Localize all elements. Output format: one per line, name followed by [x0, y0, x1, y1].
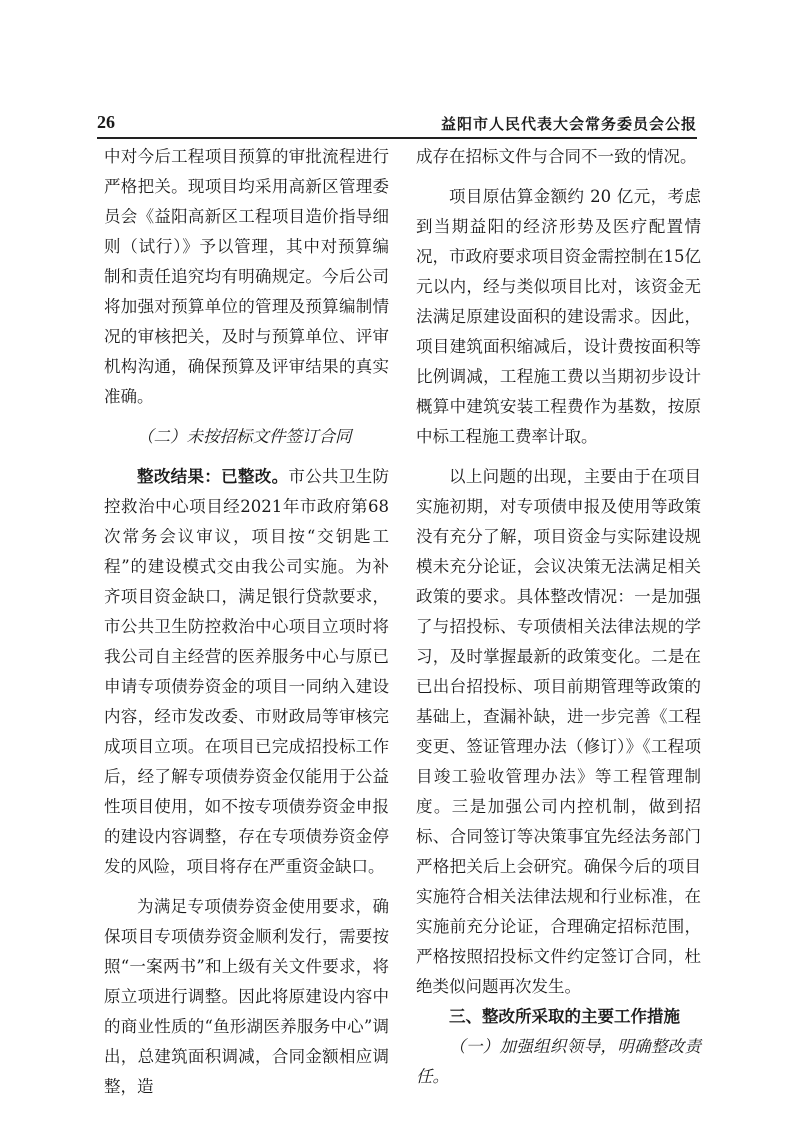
paragraph-inconsistency: 成存在招标文件与合同不一致的情况。	[416, 147, 697, 166]
section-heading-measures: 三、整改所采取的主要工作措施	[449, 1007, 680, 1026]
rectification-result-text: 市公共卫生防控救治中心项目经2021年市政府第68次常务会议审议，项目按“交钥匙工程”的建设模式交由我公司实施。为补齐项目资金缺口，满足银行贷款要求，市公共卫生防控救治中心项目立项时将我公司自主经营的医养服务中心与原已申请专项债券资金的项目一同纳入建设内容，经市发改委、市财政局等审核完成项目立项。在项目已完成招投标工作后，经了解专项债券资金仅能用于公益性项目使用，如不按专项债券资金申报的建设内容调整，存在专项债券资金停发的风险，项目将存在严重资金缺口。	[104, 467, 390, 876]
page-number: 26	[97, 112, 115, 132]
header-rule	[97, 137, 697, 139]
right-column	[416, 142, 701, 1092]
subsection-heading-leadership: （一）加强组织领导，明确整改责任。	[416, 1037, 701, 1086]
section-heading-contract: （二）未按招标文件签订合同	[137, 427, 352, 446]
journal-title: 益阳市人民代表大会常务委员会公报	[440, 115, 697, 133]
rectification-result-label: 整改结果：已整改。	[137, 467, 289, 486]
paragraph-estimate: 项目原估算金额约 20 亿元，考虑到当期益阳的经济形势及医疗配置情况，市政府要求项目资金需控制在15亿元以内，经与类似项目比对，该资金无法满足原建设面积的建设需求。因此，项目建筑面积缩减后，设计费按面积等比例调减，工程施工费以当期初步设计概算中建筑安装工程费作为基数，按原中标工程施工费率计取。	[416, 187, 701, 446]
page-header	[97, 112, 697, 138]
paragraph-rectification-result	[104, 462, 389, 882]
paragraph-budget-review: 中对今后工程项目预算的审批流程进行严格把关。现项目均采用高新区管理委员会《益阳高新区工程项目造价指导细则（试行）》予以管理，其中对预算编制和责任追究均有明确规定。今后公司将加强对预算单位的管理及预算编制情况的审核把关，及时与预算单位、评审机构沟通，确保预算及评审结果的真实准确。	[104, 147, 389, 406]
left-column	[104, 142, 389, 1102]
paragraph-causes-measures: 以上问题的出现，主要由于在项目实施初期，对专项债申报及使用等政策没有充分了解，项目资金与实际建设规模未充分论证，会议决策无法满足相关政策的要求。具体整改情况：一是加强了与招投标、专项债相关法律法规的学习，及时掌握最新的政策变化。二是在已出台招投标、项目前期管理等政策的基础上，查漏补缺，进一步完善《工程变更、签证管理办法（修订）》《工程项目竣工验收管理办法》等工程管理制度。三是加强公司内控机制，做到招标、合同签订等决策事宜先经法务部门严格把关后上会研究。确保今后的项目实施符合相关法律法规和行业标准，在实施前充分论证，合理确定招标范围，严格按照招投标文件约定签订合同，杜绝类似问题再次发生。	[416, 467, 701, 996]
paragraph-bond-adjustment: 为满足专项债券资金使用要求，确保项目专项债券资金顺利发行，需要按照“一案两书”和上级有关文件要求，将原立项进行调整。因此将原建设内容中的商业性质的“鱼形湖医养服务中心”调出，总建筑面积调减，合同金额相应调整，造	[104, 897, 389, 1096]
